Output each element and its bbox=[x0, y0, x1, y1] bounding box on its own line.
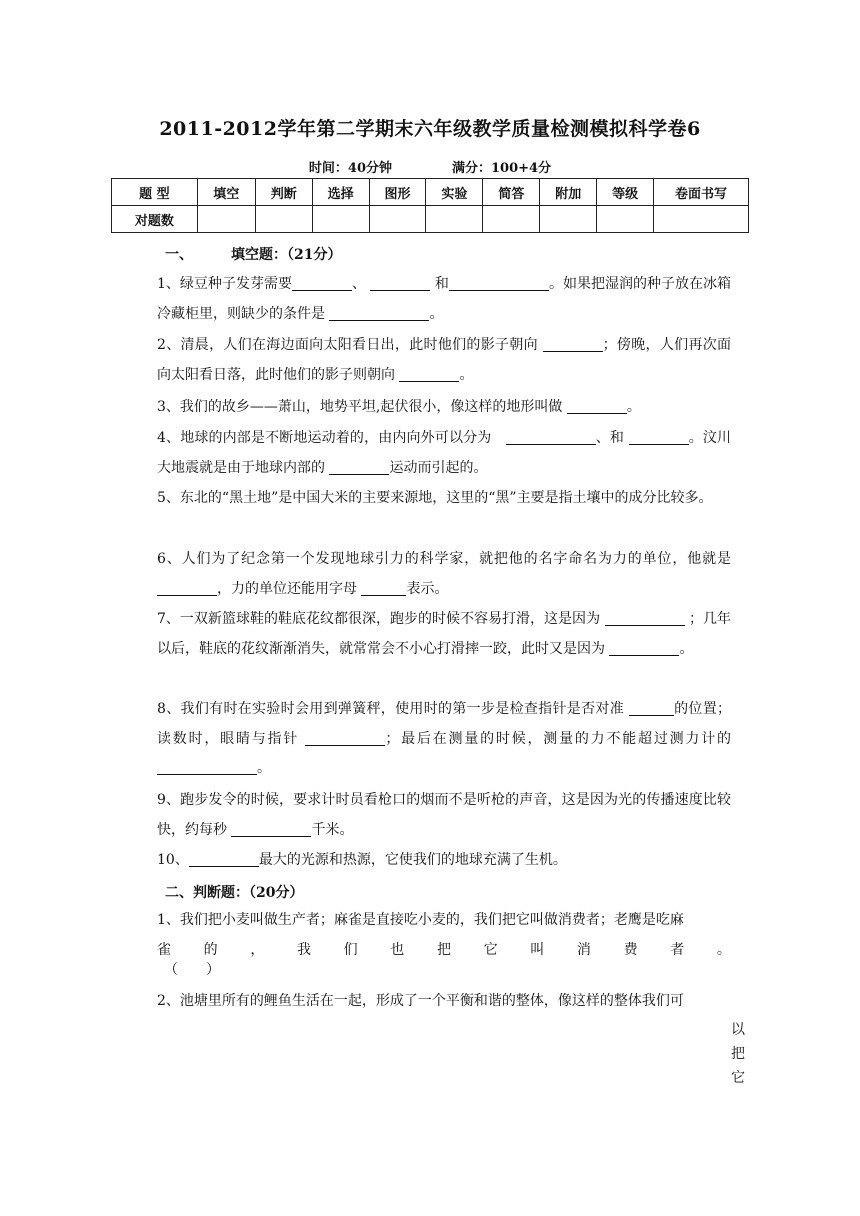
score-cell[interactable] bbox=[426, 206, 483, 233]
answer-blank[interactable] bbox=[609, 639, 679, 656]
answer-blank[interactable] bbox=[361, 579, 406, 596]
score-header-cell: 选择 bbox=[312, 179, 369, 206]
question-2-2-vertical-text: 以 把 它 bbox=[731, 1022, 745, 1086]
score-header-cell: 等级 bbox=[597, 179, 654, 206]
exam-meta bbox=[0, 157, 860, 176]
score-cell[interactable] bbox=[654, 206, 749, 233]
answer-blank[interactable] bbox=[157, 758, 257, 775]
answer-blank[interactable] bbox=[629, 699, 674, 716]
score-cell[interactable] bbox=[369, 206, 426, 233]
question-1-6: 6、人们为了纪念第一个发现地球引力的科学家，就把他的名字命名为力的单位，他就是 ，力的单位还能用字母 表示。 bbox=[157, 551, 731, 597]
question-2-1: 1、我们把小麦叫做生产者；麻雀是直接吃小麦的，我们把它叫做消费者；老鹰是吃麻 雀 的 ， 我 们 也 把 它 叫 消 费 者 。 bbox=[157, 906, 731, 965]
answer-blank[interactable] bbox=[157, 579, 217, 596]
answer-blank[interactable] bbox=[329, 304, 429, 321]
answer-blank[interactable] bbox=[449, 274, 549, 291]
answer-blank[interactable] bbox=[399, 365, 459, 382]
score-table-header-row bbox=[112, 179, 749, 206]
question-1-1: 1、绿豆种子发芽需要 、 和 。如果把湿润的种子放在冰箱冷藏柜里，则缺少的条件是 。 bbox=[157, 276, 732, 322]
question-1-9: 9、跑步发令的时候，要求计时员看枪口的烟而不是听枪的声音，这是因为光的传播速度比较快，约每秒 千米。 bbox=[157, 792, 731, 838]
score-header-cell: 图形 bbox=[369, 179, 426, 206]
exam-full-score: 满分：100+4分 bbox=[452, 161, 552, 176]
section1-number: 一、 bbox=[165, 247, 193, 263]
score-cell[interactable] bbox=[255, 206, 312, 233]
answer-blank[interactable] bbox=[305, 729, 385, 746]
score-table-row bbox=[112, 206, 749, 233]
score-header-cell: 填空 bbox=[197, 179, 255, 206]
score-cell[interactable] bbox=[597, 206, 654, 233]
section1-title: 填空题：（21分） bbox=[231, 247, 342, 263]
answer-parentheses[interactable]: （ ） bbox=[164, 962, 220, 978]
answer-blank[interactable] bbox=[567, 397, 627, 414]
question-1-10: 10、 最大的光源和热源，它使我们的地球充满了生机。 bbox=[157, 852, 567, 868]
score-cell[interactable] bbox=[312, 206, 369, 233]
answer-blank[interactable] bbox=[543, 335, 603, 352]
answer-blank[interactable] bbox=[506, 428, 596, 445]
question-1-3: 3、我们的故乡——萧山，地势平坦,起伏很小，像这样的地形叫做 。 bbox=[157, 399, 641, 415]
score-cell[interactable] bbox=[540, 206, 597, 233]
score-table bbox=[111, 178, 749, 233]
question-2-1-line2: 雀 的 ， 我 们 也 把 它 叫 消 费 者 。 bbox=[157, 941, 731, 958]
answer-blank[interactable] bbox=[370, 274, 430, 291]
score-cell[interactable] bbox=[483, 206, 540, 233]
question-2-2: 2、池塘里所有的鲤鱼生活在一起，形成了一个平衡和谐的整体，像这样的整体我们可 bbox=[157, 993, 684, 1009]
page-title: 2011-2012学年第二学期末六年级教学质量检测模拟科学卷6 bbox=[159, 118, 701, 140]
section2-heading: 二、判断题：（20分） bbox=[165, 885, 304, 901]
score-header-cell: 附加 bbox=[540, 179, 597, 206]
score-row-label: 对题数 bbox=[112, 206, 198, 233]
score-header-cell: 题 型 bbox=[112, 179, 198, 206]
exam-time: 时间：40分钟 bbox=[308, 161, 392, 176]
score-header-cell: 实验 bbox=[426, 179, 483, 206]
question-1-8: 8、我们有时在实验时会用到弹簧秤，使用时的第一步是检查指针是否对准 的位置；读数时，眼睛与指针 ；最后在测量的时候，测量的力不能超过测力计的 。 bbox=[157, 701, 732, 776]
score-header-cell: 简答 bbox=[483, 179, 540, 206]
answer-blank[interactable] bbox=[189, 850, 259, 867]
answer-blank[interactable] bbox=[329, 458, 389, 475]
question-1-4: 4、地球的内部是不断地运动着的，由内向外可以分为 、和 。汶川大地震就是由于地球内部的 运动而引起的。 bbox=[157, 430, 732, 476]
score-header-cell: 卷面书写 bbox=[654, 179, 749, 206]
question-1-5: 5、东北的“黑土地”是中国大米的主要来源地，这里的“黑”主要是指土壤中的成分比较多。 bbox=[157, 490, 713, 506]
score-cell[interactable] bbox=[197, 206, 255, 233]
answer-blank[interactable] bbox=[292, 274, 352, 291]
score-header-cell: 判断 bbox=[255, 179, 312, 206]
question-1-2: 2、清晨，人们在海边面向太阳看日出，此时他们的影子朝向 ；傍晚，人们再次面向太阳看日落，此时他们的影子则朝向 。 bbox=[157, 337, 732, 383]
question-1-7: 7、一双新篮球鞋的鞋底花纹都很深，跑步的时候不容易打滑，这是因为 ；几年以后，鞋底的花纹渐渐消失，就常常会不小心打滑摔一跤，此时又是因为 。 bbox=[157, 611, 732, 657]
answer-blank[interactable] bbox=[231, 820, 311, 837]
answer-blank[interactable] bbox=[629, 428, 689, 445]
answer-blank[interactable] bbox=[605, 609, 685, 626]
section1-heading bbox=[165, 244, 341, 264]
